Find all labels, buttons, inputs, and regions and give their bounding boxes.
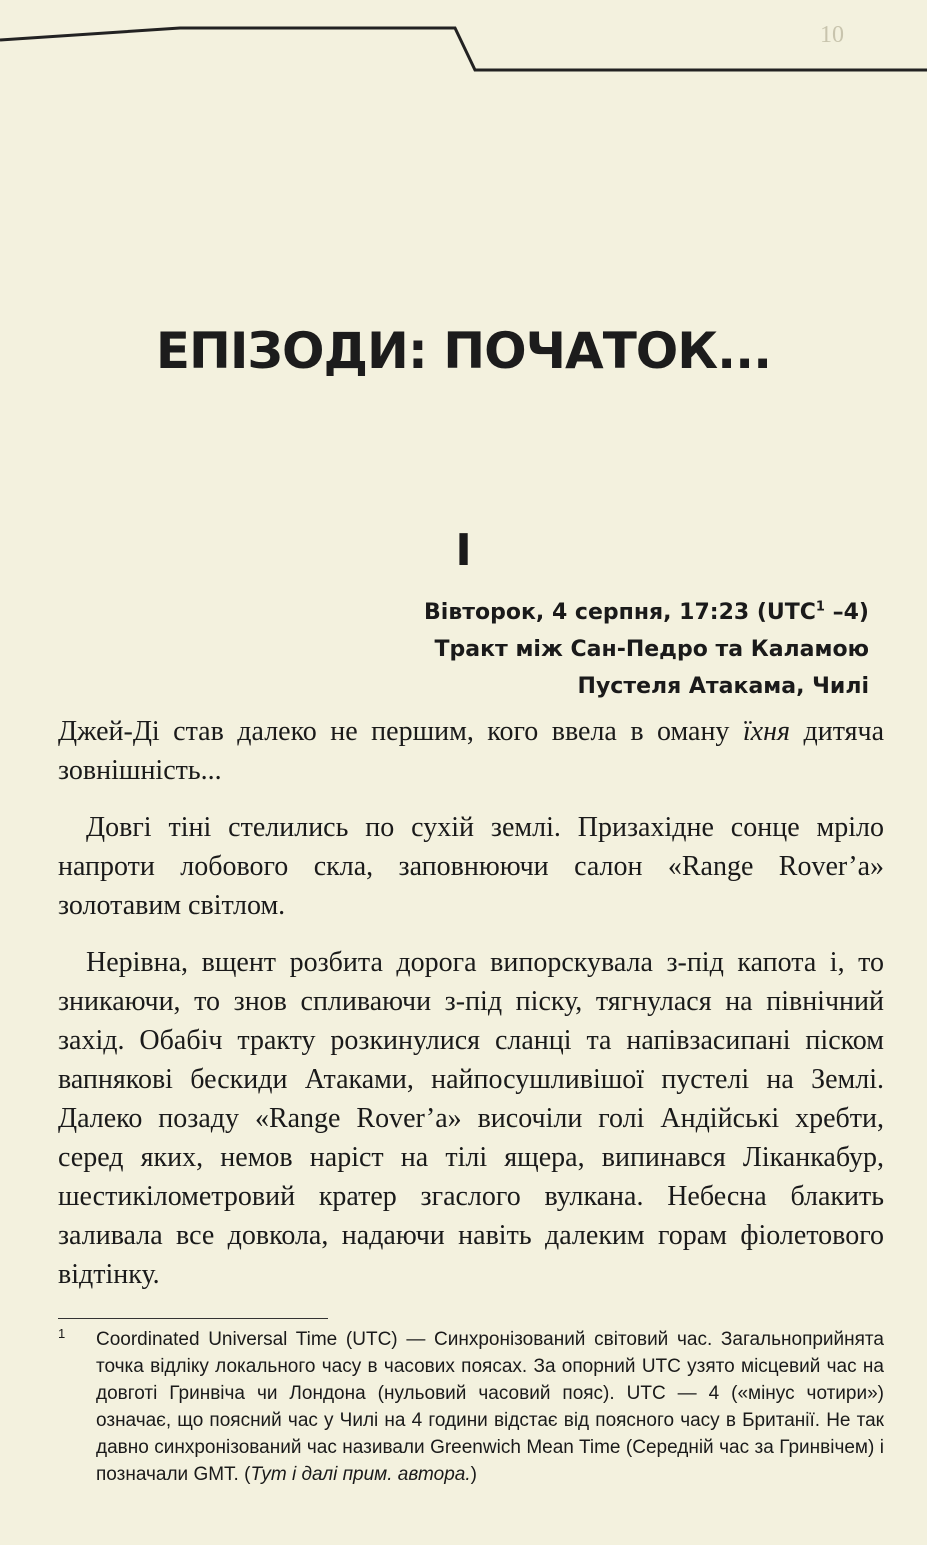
dateline (424, 594, 869, 705)
dateline-date-time: Вівторок, 4 серпня, 17:23 (UTC$^1$ –4) (424, 599, 869, 625)
paragraph-1: Джей-Ді став далеко не першим, кого ввела в оману їхня дитяча зовнішність... (58, 716, 884, 786)
header-decoration (0, 0, 927, 90)
dateline-route: Тракт між Сан-Педро та Каламою (434, 637, 869, 662)
footnote-marker: 1 (58, 1326, 66, 1341)
paragraph-3: Нерівна, вщент розбита дорога випорскувала з-під капота і, то зникаючи, то знов спливаючи з-під піску, тягнулася на північний захід. Обабіч тракту розкинулися сланці та напівзасипані піском вапнякові бескиди Атаками, найпосушливішої пустелі на Землі. Далеко позаду «Range Rover’а» височіли голі Андійські хребти, серед яких, немов наріст на тілі ящера, випинався Ліканкабур, шестикілометровий кратер згаслого вулкана. Небесна блакить заливала все довкола, надаючи навіть далеким горам фіолетового відтінку. (58, 947, 884, 1290)
footnote-text: Coordinated Universal Time (UTC) — Синхронізований світовий час. Загальноприйнята точка відліку локального часу в часових поясах. За опорний UTC узято місцевий час на довготі Гринвіча чи Лондона (нульовий часовий пояс). UTC — 4 («мінус чотири») означає, що поясний час у Чилі на 4 години відстає від поясного часу в Британії. Не так давно синхронізований час називали Greenwich Mean Time (Середній час за Гринвічем) і позначали GMT. (Тут і далі прим. автора.) (96, 1329, 884, 1485)
paragraph-2: Довгі тіні стелились по сухій землі. Призахідне сонце мріло напроти лобового скла, заповнюючи салон «Range Rover’а» золотавим світлом. (58, 812, 884, 921)
dateline-location: Пустеля Атакама, Чилі (577, 674, 869, 699)
footnote-reference: 1 (815, 599, 825, 615)
chapter-title: ЕПІЗОДИ: ПОЧАТОК... (155, 322, 772, 380)
section-number: I (455, 525, 472, 576)
page-number: 10 (820, 22, 844, 48)
body-text (58, 712, 884, 1312)
footnote-divider (58, 1318, 328, 1319)
